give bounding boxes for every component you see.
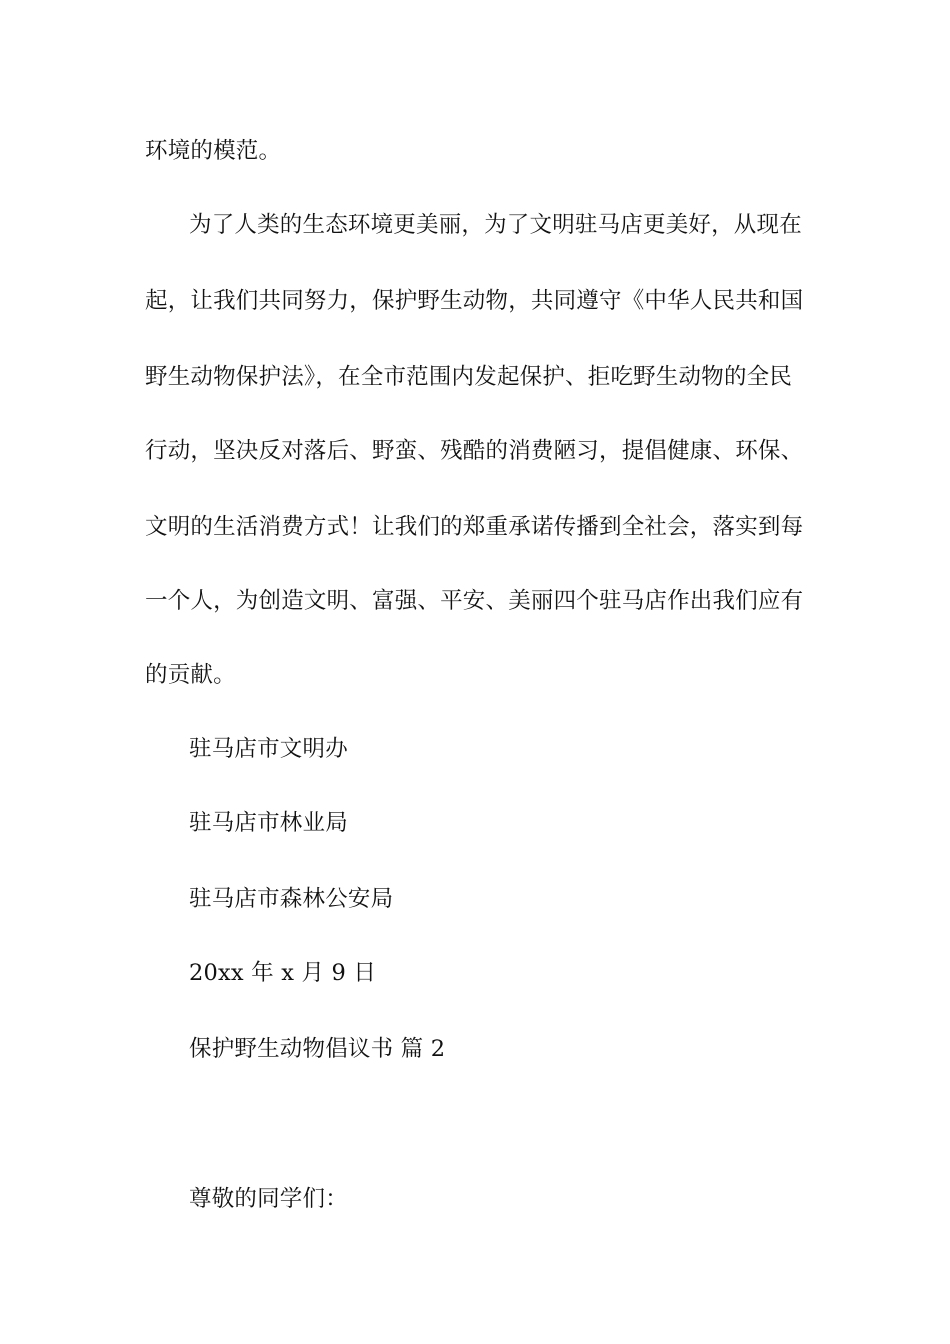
salutation: 尊敬的同学们： (189, 1186, 348, 1212)
paragraph-line: 的贡献。 (145, 662, 236, 688)
signature-org: 驻马店市林业局 (189, 810, 348, 836)
signature-date: 20xx 年 x 月 9 日 (189, 960, 377, 986)
section-title: 保护野生动物倡议书 篇 2 (189, 1036, 446, 1062)
paragraph-line: 为了人类的生态环境更美丽，为了文明驻马店更美好，从现在 (189, 212, 802, 238)
signature-org: 驻马店市森林公安局 (189, 886, 394, 912)
paragraph-line: 行动，坚决反对落后、野蛮、残酷的消费陋习，提倡健康、环保、 (145, 438, 804, 464)
paragraph-line: 环境的模范。 (145, 138, 282, 164)
signature-org: 驻马店市文明办 (189, 736, 348, 762)
paragraph-line: 一个人，为创造文明、富强、平安、美丽四个驻马店作出我们应有 (145, 588, 804, 614)
paragraph-line: 起，让我们共同努力，保护野生动物，共同遵守《中华人民共和国 (145, 288, 804, 314)
paragraph-line: 文明的生活消费方式！让我们的郑重承诺传播到全社会，落实到每 (145, 514, 804, 540)
paragraph-line: 野生动物保护法》，在全市范围内发起保护、拒吃野生动物的全民 (145, 364, 793, 390)
